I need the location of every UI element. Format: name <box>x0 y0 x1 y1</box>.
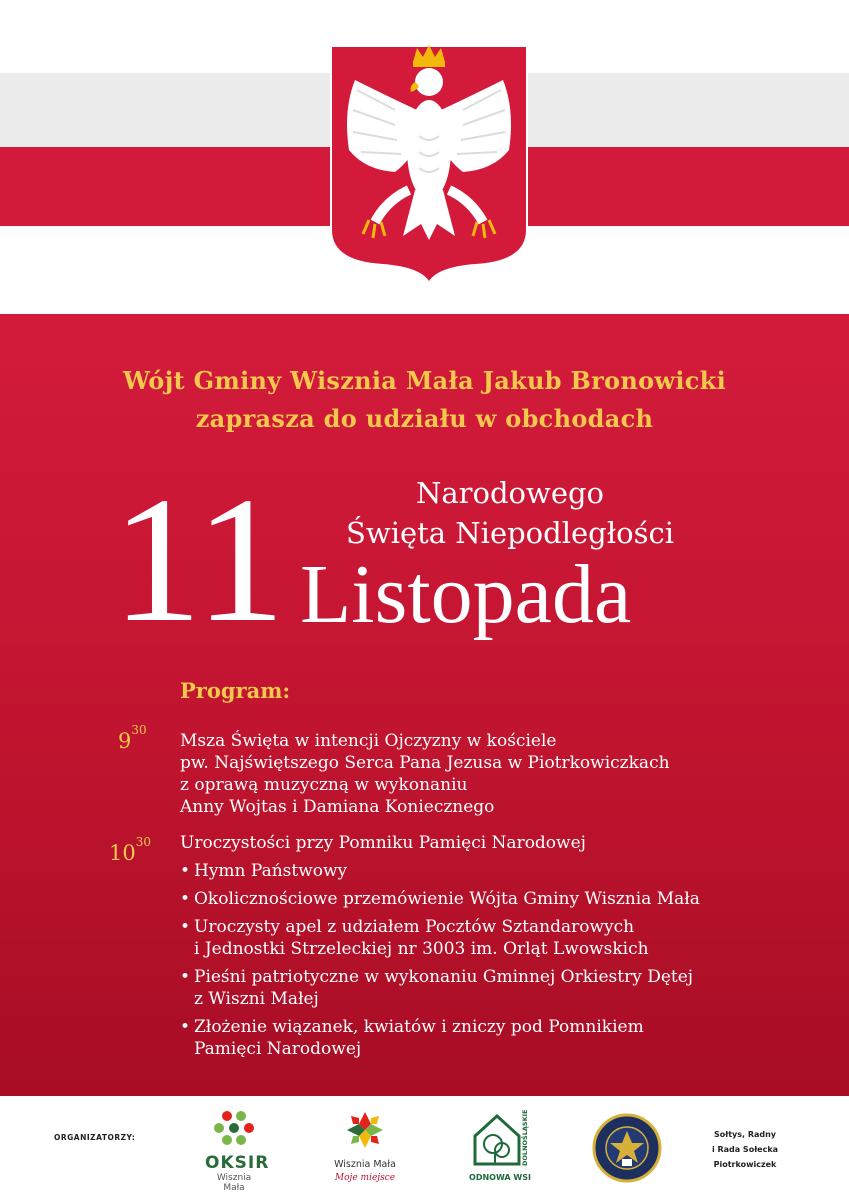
event-time-2 <box>109 835 152 865</box>
odnowa-wsi-icon <box>469 1110 531 1168</box>
month-title: Listopada <box>300 548 632 641</box>
event-1-line: Anny Wojtas i Damiana Koniecznego <box>180 797 495 817</box>
event-1-line: z oprawą muzyczną w wykonaniu <box>180 775 468 795</box>
wisznia-mala-slogan: Moje miejsce <box>334 1173 396 1183</box>
wisznia-mala-logo <box>325 1110 405 1183</box>
event-2-line: Uroczystości przy Pomniku Pamięci Narodowej <box>180 833 586 853</box>
polish-eagle-emblem <box>325 40 533 285</box>
odnowa-wsi-logo <box>465 1110 535 1182</box>
title-line-1: Narodowego <box>415 476 605 510</box>
event-2-description <box>180 832 586 854</box>
wisznia-mala-icon <box>345 1110 385 1150</box>
oksir-icon <box>211 1110 257 1146</box>
event-time-2-minutes: 30 <box>135 835 152 849</box>
list-item-line: • Złożenie wiązanek, kwiatów i zniczy pod Pomnikiem <box>194 1017 644 1037</box>
organizers-label: ORGANIZATORZY: <box>54 1133 136 1142</box>
day-number: 11 <box>112 460 286 659</box>
list-item <box>180 916 780 960</box>
soltys-line-2: i Rada Sołecka <box>711 1145 779 1154</box>
invite-line-1: Wójt Gminy Wisznia Mała Jakub Bronowicki <box>122 366 727 395</box>
list-item <box>180 860 780 882</box>
event-1-description <box>180 730 670 818</box>
program-heading: Program: <box>180 678 291 703</box>
odnowa-side-text: DOLNOŚLĄSKIEJ <box>521 1110 529 1166</box>
soltys-line-3: Piotrkowiczek <box>713 1160 777 1169</box>
event-1-line: Msza Święta w intencji Ojczyzny w kościele <box>180 731 557 751</box>
oksir-logo <box>205 1110 270 1193</box>
event-time-2-hour: 10 <box>109 841 136 865</box>
strzelec-badge-icon <box>592 1113 662 1183</box>
list-item <box>180 888 780 910</box>
list-item-line: • Okolicznościowe przemówienie Wójta Gminy Wisznia Mała <box>194 889 700 909</box>
event-time-1-hour: 9 <box>118 729 132 753</box>
list-item-line: • Hymn Państwowy <box>194 861 348 881</box>
invite-line-2: zaprasza do udziału w obchodach <box>195 404 654 433</box>
soltys-line-1: Sołtys, Radny <box>713 1130 777 1139</box>
title-line-2: Święta Niepodległości <box>346 516 674 550</box>
oksir-name: OKSIR <box>205 1153 270 1173</box>
list-item-line: • Uroczysty apel z udziałem Pocztów Sztandarowych <box>194 917 635 937</box>
list-item-line: Pamięci Narodowej <box>194 1039 362 1059</box>
event-time-1-minutes: 30 <box>131 723 147 737</box>
list-item-line: i Jednostki Strzeleckiej nr 3003 im. Orląt Lwowskich <box>194 939 649 959</box>
list-item <box>180 966 780 1010</box>
ceremony-list <box>180 860 780 1066</box>
list-item <box>180 1016 780 1060</box>
soltys-organizer <box>690 1127 800 1172</box>
list-item-line: z Wiszni Małej <box>194 989 319 1009</box>
event-1-line: pw. Najświętszego Serca Pana Jezusa w Piotrkowiczkach <box>180 753 670 773</box>
event-time-1 <box>118 723 147 753</box>
wisznia-mala-name: Wisznia Mała <box>334 1159 396 1170</box>
list-item-line: • Pieśni patriotyczne w wykonaniu Gminnej Orkiestry Dętej <box>194 967 694 987</box>
oksir-sub: Wisznia Mała <box>216 1173 252 1193</box>
odnowa-wsi-name: ODNOWA WSI <box>469 1173 531 1182</box>
